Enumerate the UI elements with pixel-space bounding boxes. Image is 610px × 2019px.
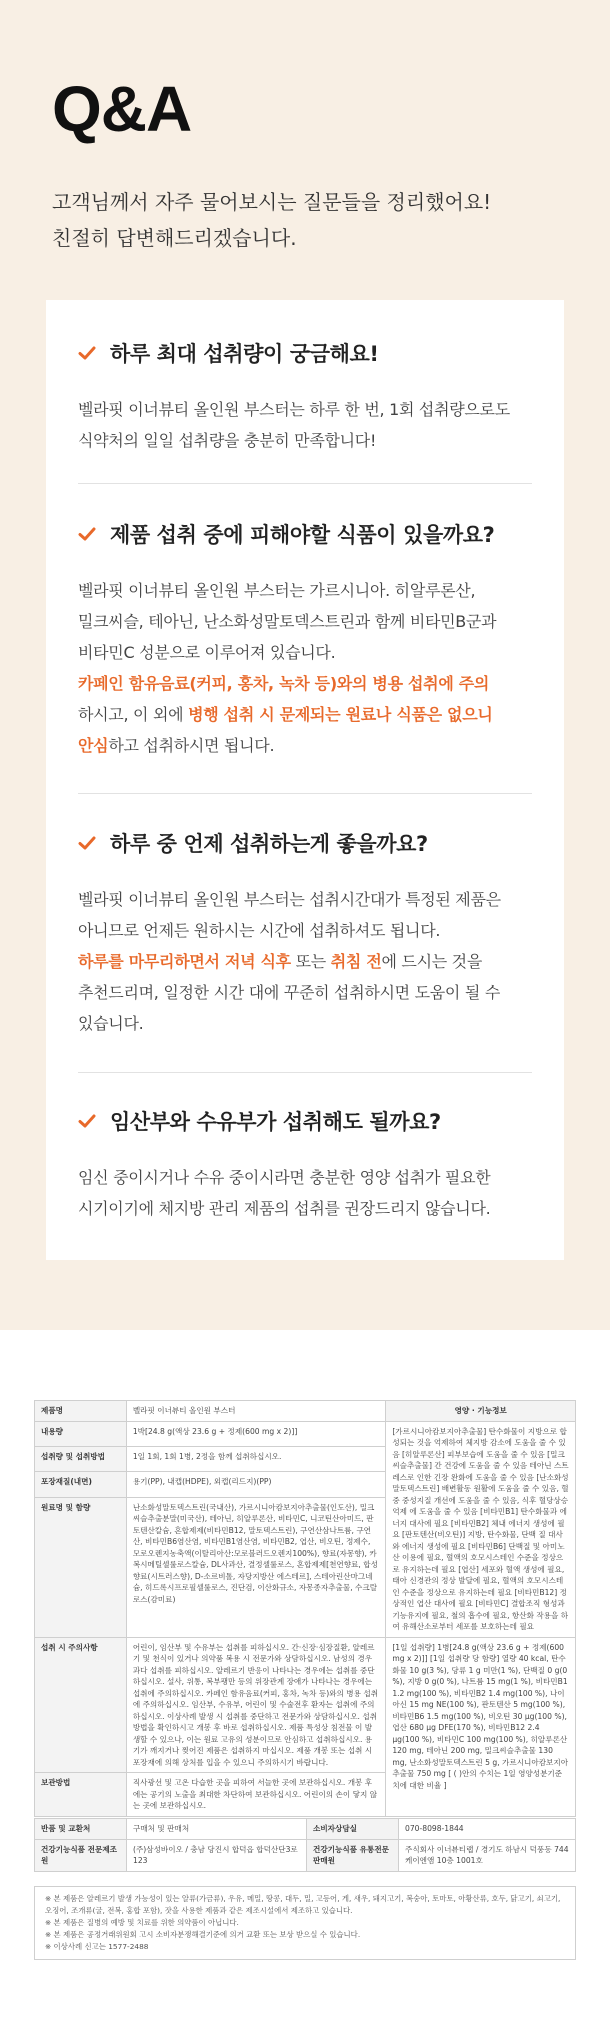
answer-highlight: 취침 전 (330, 952, 382, 971)
answer-line (78, 884, 532, 915)
info-value: 주식회사 이너뷰티랩 / 경기도 하남시 덕풍동 744 케이엔앰 10층 1001호 (399, 1839, 576, 1871)
answer-line (78, 1162, 532, 1193)
answer-line (78, 915, 532, 946)
faq-question: 하루 중 언제 섭취하는게 좋을까요? (110, 832, 428, 856)
answer-text: 비타민C 성분으로 이루어져 있습니다. (78, 643, 336, 662)
faq-question: 제품 섭취 중에 피해야할 식품이 있을까요? (110, 523, 495, 547)
divider (78, 483, 532, 484)
info-value: 어린이, 임산부 및 수유부는 섭취를 피하십시오. 간·신장·심장질환, 알레르기 및 천식이 있거나 의약품 복용 시 전문가와 상담하십시오. 남성의 경우 과다 섭취를 피하십시오. 알레르기 반응이 나타나는 경우에는 섭취를 중단하십시오. 설사, 위통, 복부팽만 등의 위장관계 장애가 나타나는 경우에는 섭취에 주의하십시오. 카페인 함유음료(커피, 홍차, 녹차 등)와의 병용 섭취에 주의하십시오. 임산부, 수유부, 어린이 및 수술전후 환자는 섭취에 주의하십시오. 이상사례 발생 시 섭취를 중단하고 전문가와 상담하십시오. 섭취방법을 확인하시고 개봉 후 바로 섭취하십시오. 제품 특성상 침전물 이 발생할 수 있으나, 이는 원료 고유의 성분이므로 안심하고 섭취하십시오. 용기가 깨지거나 찢어진 제품은 섭취하지 마십시오. 제품 개봉 또는 섭취 시 포장재에 의해 상처를 입을 수 있으니 주의하시기 바랍니다. (126, 1637, 385, 1773)
info-value: 용기(PP), 내캡(HDPE), 외캡(리드지)(PP) (126, 1472, 385, 1497)
answer-line (78, 946, 532, 977)
info-label: 보관방법 (35, 1773, 127, 1817)
answer-text: 벨라핏 이너뷰티 올인원 부스터는 가르시니아. 히알루론산, (78, 581, 476, 600)
nutrition-content-text: [1일 섭취량] 1병[24.8 g(액상 23.6 g + 정제(600 mg x 2)]] [1일 섭취량 당 함량] 열량 40 kcal, 탄수화물 10 g(3 %), 당류 1 g 미만(1 %), 단백질 0 g(0 %), 지방 0 g(0 %), 나트륨 15 mg(1 %), 비타민B1 1.2 mg(100 %), 비타민B2 1.4 mg(100 %), 나이아신 15 mg NE(100 %), 판토텐산 5 mg(100 %), 비타민B6 1.5 mg(100 %), 비오틴 30 μg(100 %), 엽산 680 μg DFE(170 %), 비타민B12 2.4 μg(100 %), 비타민C 100 mg(100 %), 히알루론산 120 mg, 테아닌 200 mg, 밀크씨슬추출물 130 mg, 난소화성말토덱스트린 5 g, 가르시니아캄보지아추출물 750 mg [ ( )안의 수치는 1일 영양성분기준치에 대한 비율 ] (386, 1637, 576, 1816)
check-icon (78, 834, 96, 852)
info-label: 내용량 (35, 1421, 127, 1446)
faq-question: 하루 최대 섭취량이 궁금해요! (110, 342, 379, 366)
divider (78, 793, 532, 794)
info-label: 제품명 (35, 1401, 127, 1422)
answer-line (78, 637, 532, 668)
faq-item (78, 1106, 532, 1224)
answer-line (78, 730, 532, 761)
note-line: ※ 본 제품은 공정거래위원회 고시 소비자분쟁해결기준에 의거 교환 또는 보상 받으실 수 있습니다. (45, 1930, 361, 1939)
info-label: 반품 및 교환처 (35, 1819, 127, 1840)
answer-text: 하시고, 이 외에 (78, 705, 189, 724)
check-icon (78, 1112, 96, 1130)
answer-text: 임신 중이시거나 수유 중이시라면 충분한 영양 섭취가 필요한 (78, 1168, 491, 1187)
info-value: 구매처 및 판매처 (127, 1819, 307, 1840)
answer-line (78, 1193, 532, 1224)
info-label: 섭취 시 주의사항 (35, 1637, 127, 1773)
faq-item (78, 338, 532, 456)
nutrition-header: 영양 · 기능정보 (386, 1401, 576, 1422)
answer-text: 벨라핏 이너뷰티 올인원 부스터는 섭취시간대가 특정된 제품은 (78, 890, 501, 909)
check-icon (78, 344, 96, 362)
faq-answer (78, 1162, 532, 1224)
note-line: ※ 본 제품은 알레르기 발생 가능성이 있는 알류(가금류), 우유, 메밀, 땅콩, 대두, 밀, 고등어, 게, 새우, 돼지고기, 복숭아, 토마토, 아황산류, 호두, 닭고기, 쇠고기, 오징어, 조개류(굴, 전복, 홍합 포함), 잣을 사용한 제품과 같은 제조시설에서 제조하고 있습니다. (45, 1894, 561, 1915)
info-value: 070-8098-1844 (399, 1819, 576, 1840)
note-line: ※ 이상사례 신고는 1577-2488 (45, 1942, 149, 1951)
answer-text: 하고 섭취하시면 됩니다. (108, 736, 275, 755)
answer-line (78, 977, 532, 1008)
info-value: 1일 1회, 1회 1병, 2정을 함께 섭취하십시오. (126, 1446, 385, 1471)
info-label: 건강기능식품 유통전문판매원 (307, 1839, 399, 1871)
faq-item (78, 828, 532, 1039)
answer-line (78, 1008, 532, 1039)
check-icon (78, 525, 96, 543)
note-line: ※ 본 제품은 질병의 예방 및 치료를 위한 의약품이 아닙니다. (45, 1918, 239, 1927)
info-value: 직사광선 및 고온 다습한 곳을 피하여 서늘한 곳에 보관하십시오. 개봉 후에는 공기의 노출을 최대한 차단하여 보관하십시오. 어린이의 손이 닿지 않는 곳에 보관하십시오. (126, 1773, 385, 1817)
answer-line (78, 425, 532, 456)
product-info-table (34, 1400, 576, 1817)
answer-line (78, 699, 532, 730)
answer-highlight: 병행 섭취 시 문제되는 원료나 식품은 없으니 (188, 705, 493, 724)
faq-item (78, 519, 532, 761)
answer-text: 아니므로 언제든 원하시는 시간에 섭취하셔도 됩니다. (78, 921, 441, 940)
info-value: 벨라핏 이너뷰티 올인원 부스터 (126, 1401, 385, 1422)
intro-text (52, 184, 491, 256)
notes-box (34, 1886, 576, 1960)
info-label: 섭취량 및 섭취방법 (35, 1446, 127, 1471)
answer-text: 또는 (290, 952, 331, 971)
info-label: 소비자상담실 (307, 1819, 399, 1840)
page-title: Q&A (52, 73, 192, 145)
answer-text: 밀크씨슬, 테아닌, 난소화성말토덱스트린과 함께 비타민B군과 (78, 612, 497, 631)
answer-line (78, 575, 532, 606)
info-label: 건강기능식품 전문제조원 (35, 1839, 127, 1871)
answer-line (78, 394, 532, 425)
answer-text: 에 드시는 것을 (381, 952, 482, 971)
answer-line (78, 668, 532, 699)
answer-text: 있습니다. (78, 1014, 144, 1033)
nutrition-function-text: [가르시니아캄보지아추출물] 탄수화물이 지방으로 합성되는 것을 억제하여 체지방 감소에 도움을 줄 수 있음 [히알루론산] 피부보습에 도움을 줄 수 있음 [밀크씨슬추출물] 간 건강에 도움을 줄 수 있음 테아닌 스트레스로 인한 긴장 완화에 도움을 줄 수 있음 [난소화성말토덱스트린] 배변활동 원활에 도움을 줄 수 있음, 혈중 중성지질 개선에 도움을 줄 수 있음, 식후 혈당상승 억제 에 도움을 줄 수 있음 [비타민B1] 탄수화물과 에너지 대사에 필요 [비타민B2] 체내 에너지 생성에 필요 [판토텐산(비오틴)] 지방, 탄수화물, 단백 질 대사와 에너지 생성에 필요 [비타민B6] 단백질 및 아미노산 이용에 필요, 혈액의 호모시스테인 수준을 정상으로 유지하는데 필요 [엽산] 세포와 혈액 생성에 필요, 태아 신경관의 정상 발달에 필요, 혈액의 호모시스테인 수준을 정상으로 유지하는데 필요 [비타민B12] 정상적인 엽산 대사에 필요 [비타민C] 결합조직 형성과 기능유지에 필요, 철의 흡수에 필요, 항산화 작용을 하여 유해산소로부터 세포를 보호하는데 필요 (386, 1421, 576, 1637)
answer-text: 추천드리며, 일정한 시간 대에 꾸준히 섭취하시면 도움이 될 수 (78, 983, 500, 1002)
answer-highlight: 안심 (78, 736, 109, 755)
intro-line: 친절히 답변해드리겠습니다. (52, 226, 297, 250)
faq-answer (78, 884, 532, 1039)
answer-text: 벨라핏 이너뷰티 올인원 부스터는 하루 한 번, 1회 섭취량으로도 (78, 400, 510, 419)
answer-text: 시기이기에 체지방 관리 제품의 섭취를 권장드리지 않습니다. (78, 1199, 491, 1218)
faq-question: 임산부와 수유부가 섭취해도 될까요? (110, 1110, 441, 1134)
info-value: 1박[24.8 g(액상 23.6 g + 정제(600 mg x 2)]] (126, 1421, 385, 1446)
answer-text: 식약처의 일일 섭취량을 충분히 만족합니다! (78, 431, 377, 450)
answer-highlight: 카페인 함유음료(커피, 홍차, 녹차 등)와의 병용 섭취에 주의 (78, 674, 490, 693)
company-info-table (34, 1818, 576, 1872)
info-label: 원료명 및 함량 (35, 1497, 127, 1637)
divider (78, 1072, 532, 1073)
intro-line: 고객님께서 자주 물어보시는 질문들을 정리했어요! (52, 190, 492, 214)
faq-answer (78, 394, 532, 456)
faq-card (46, 300, 564, 1260)
answer-line (78, 606, 532, 637)
info-value: (주)삼성바이오 / 충남 당진시 합덕읍 합덕산단3로 123 (127, 1839, 307, 1871)
info-value: 난소화성말토덱스트린(국내산), 가르시니아캄보지아추출물(인도산), 밀크씨슬추출분말(미국산), 테아닌, 히알루론산, 비타민C, 니코틴산아미드, 판토텐산칼슘, 혼합제제(비타민B12, 말토덱스트린), 구연산삼나트륨, 구연산, 비타민B6염산염, 비타민B1염산염, 비타민B2, 엽산, 비오틴, 정제수, 모로오렌지농축액(이탈리아산:모로블러드오렌지100%), 향료(자몽향), 카복시메틸셀룰로스칼슘, DL사과산, 결정셀룰로스, 혼합제제[천연향료, 합성향료(시트러스향), D-소르비톨, 자당지방산 에스테르], 스테아린산마그네슘, 히드록시프로필셀룰로스, 진단검, 이산화규소, 자몽종자추출물, 수크랄로스(감미료) (126, 1497, 385, 1637)
faq-answer (78, 575, 532, 761)
info-label: 포장재질(내면) (35, 1472, 127, 1497)
answer-highlight: 하루를 마무리하면서 저녁 식후 (78, 952, 291, 971)
